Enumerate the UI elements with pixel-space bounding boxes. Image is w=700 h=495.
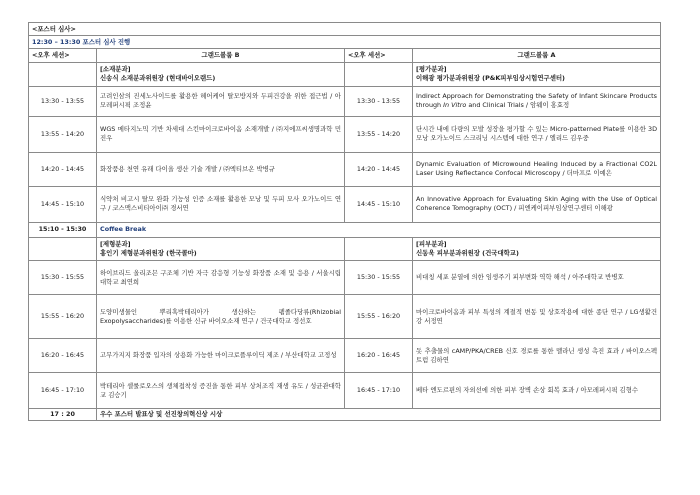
- division-label: [제형분과]: [100, 239, 131, 248]
- schedule-page: [28, 22, 660, 421]
- division-label: [소재분과]: [100, 65, 131, 73]
- empty-cell: [29, 237, 97, 261]
- table-row: [29, 261, 661, 295]
- block2-chair-row: [29, 237, 661, 261]
- session-title: 도양미생물인 뿌리혹박테리아가 생산하는 펨졸다당류(Rhizobial Exopolysaccharides)를 이용한 신규 바이오소재 연구 / 건국대학교 정선호: [97, 295, 345, 339]
- session-title: 비대칭 세포 분열에 의한 임생주기 피부변화 역학 해석 / 아주대학교 반병호: [413, 261, 661, 295]
- break-time: 15:10 - 15:30: [29, 222, 97, 237]
- session-time: 16:20 - 16:45: [345, 339, 413, 373]
- title-part: and Clinical Trials / 암웨이 홍효정: [466, 101, 570, 110]
- table-row: [29, 152, 661, 186]
- award-label: 우수 포스터 발표상 및 선진창의혁신상 시상: [97, 409, 661, 421]
- session-time: 16:45 - 17:10: [345, 373, 413, 409]
- header-subtitle-row: [29, 36, 661, 49]
- page-title: <포스터 심사>: [29, 23, 661, 36]
- block1-left-chair: [97, 63, 345, 87]
- award-row: [29, 409, 661, 421]
- title-part: Indirect Approach for Demonstrating the Safety of Infant Skincare Products through: [416, 92, 657, 110]
- block1-right-chair: [413, 63, 661, 87]
- block2-right-chair: [413, 237, 661, 261]
- session-title: 마이크로바이옴과 피부 특성의 계절적 변동 및 상호작용에 대한 종단 연구 / LG생활건강 서정연: [413, 295, 661, 339]
- division-label: [평가분과]: [416, 65, 447, 73]
- empty-cell: [345, 63, 413, 87]
- session-title: 고려인삼의 진세노사이드를 활용한 헤어케어 탈모방지와 두피건강을 위한 접근법 / 아모레퍼시픽 조정윤: [97, 86, 345, 116]
- table-row: [29, 116, 661, 152]
- chair-name: 신동욱 피부분과위원장 (건국대학교): [416, 248, 519, 257]
- break-label: Coffee Break: [97, 222, 661, 237]
- coffee-break-row: [29, 222, 661, 237]
- award-time: 17 : 20: [29, 409, 97, 421]
- session-time: 16:20 - 16:45: [29, 339, 97, 373]
- right-room-label: 그랜드볼룸 A: [413, 49, 661, 63]
- chair-name: 신송식 소재분과위원장 (현대바이오랜드): [100, 74, 216, 83]
- empty-cell: [345, 237, 413, 261]
- session-time: 13:30 - 13:55: [29, 86, 97, 116]
- session-title: WGS 메타지노믹 기반 차세대 스킨마이크로바이옴 소재개발 / ㈜지에프씨생명과학 민진우: [97, 116, 345, 152]
- session-title: 식약처 비고시 탈모 완화 기능성 인증 소재를 활용한 모낭 및 두피 모사 오가노이드 연구 / 코스맥스비티아이㈜ 경서연: [97, 186, 345, 222]
- session-title: 돗 추출물의 cAMP/PKA/CREB 신호 경로를 통한 멜라닌 생성 촉진 효과 / 바이오스펙트럼 김하연: [413, 339, 661, 373]
- block1-chair-row: [29, 63, 661, 87]
- table-row: [29, 373, 661, 409]
- block2-left-chair: [97, 237, 345, 261]
- poster-review-time: 12:30 – 13:30 포스터 심사 진행: [29, 36, 661, 49]
- division-label: [피부분과]: [416, 239, 447, 248]
- schedule-table: [28, 22, 661, 421]
- header-title-row: [29, 23, 661, 36]
- left-session-label: <오후 세션>: [29, 49, 97, 63]
- session-time: 15:55 - 16:20: [29, 295, 97, 339]
- table-row: [29, 295, 661, 339]
- session-time: 14:20 - 14:45: [345, 152, 413, 186]
- session-time: 16:45 - 17:10: [29, 373, 97, 409]
- session-title: 박테리아 셀룰로오스의 생체접착성 증진을 통한 피부 상처조직 재생 유도 / 성균관대학교 김승기: [97, 373, 345, 409]
- session-title: 고무가지지 화장품 입자의 상용화 가능한 마이크로플루이딕 제조 / 부산대학교 고정성: [97, 339, 345, 373]
- session-time: 14:45 - 15:10: [345, 186, 413, 222]
- session-title: An Innovative Approach for Evaluating Skin Aging with the Use of Optical Coherence Tomography (OCT) / 피엔케이피부임상연구센터 이해광: [413, 186, 661, 222]
- session-title: 하이브리드 올리조믄 구조체 기반 자극 감응형 기능성 화장품 소재 및 응용 / 서울시립대학교 최연희: [97, 261, 345, 295]
- session-time: 13:55 - 14:20: [345, 116, 413, 152]
- session-time: 14:45 - 15:10: [29, 186, 97, 222]
- table-row: [29, 86, 661, 116]
- session-time: 13:30 - 13:55: [345, 86, 413, 116]
- title-italic: In Vitro: [443, 101, 467, 110]
- session-title: [413, 86, 661, 116]
- column-header-row: [29, 49, 661, 63]
- chair-name: 홍인기 제형분과위원장 (한국콜마): [100, 248, 197, 257]
- session-time: 13:55 - 14:20: [29, 116, 97, 152]
- left-room-label: 그랜드볼룸 B: [97, 49, 345, 63]
- table-row: [29, 186, 661, 222]
- session-time: 14:20 - 14:45: [29, 152, 97, 186]
- session-title: 화장품용 천연 유래 다이올 생산 기술 개발 / ㈜엑티브온 박병규: [97, 152, 345, 186]
- session-time: 15:55 - 16:20: [345, 295, 413, 339]
- session-title: Dynamic Evaluation of Microwound Healing Induced by a Fractional CO2L Laser Using Reflectance Confocal Microscopy / 더마프로 이예은: [413, 152, 661, 186]
- session-time: 15:30 - 15:55: [345, 261, 413, 295]
- empty-cell: [29, 63, 97, 87]
- session-title: 단시간 내에 다량의 모발 성장을 평가할 수 있는 Micro-patterned Plate를 이용한 3D 모낭 오가노이드 스크리닝 시스템에 대한 연구 / 엘리드 김우중: [413, 116, 661, 152]
- session-time: 15:30 - 15:55: [29, 261, 97, 295]
- session-title: 베타 엔도르핀의 자외선에 의한 피부 장벽 손상 회복 효과 / 아모레퍼시픽 김형수: [413, 373, 661, 409]
- table-row: [29, 339, 661, 373]
- chair-name: 이해광 평가분과위원장 (P&K피부임상시험연구센터): [416, 74, 565, 83]
- right-session-label: <오후 세션>: [345, 49, 413, 63]
